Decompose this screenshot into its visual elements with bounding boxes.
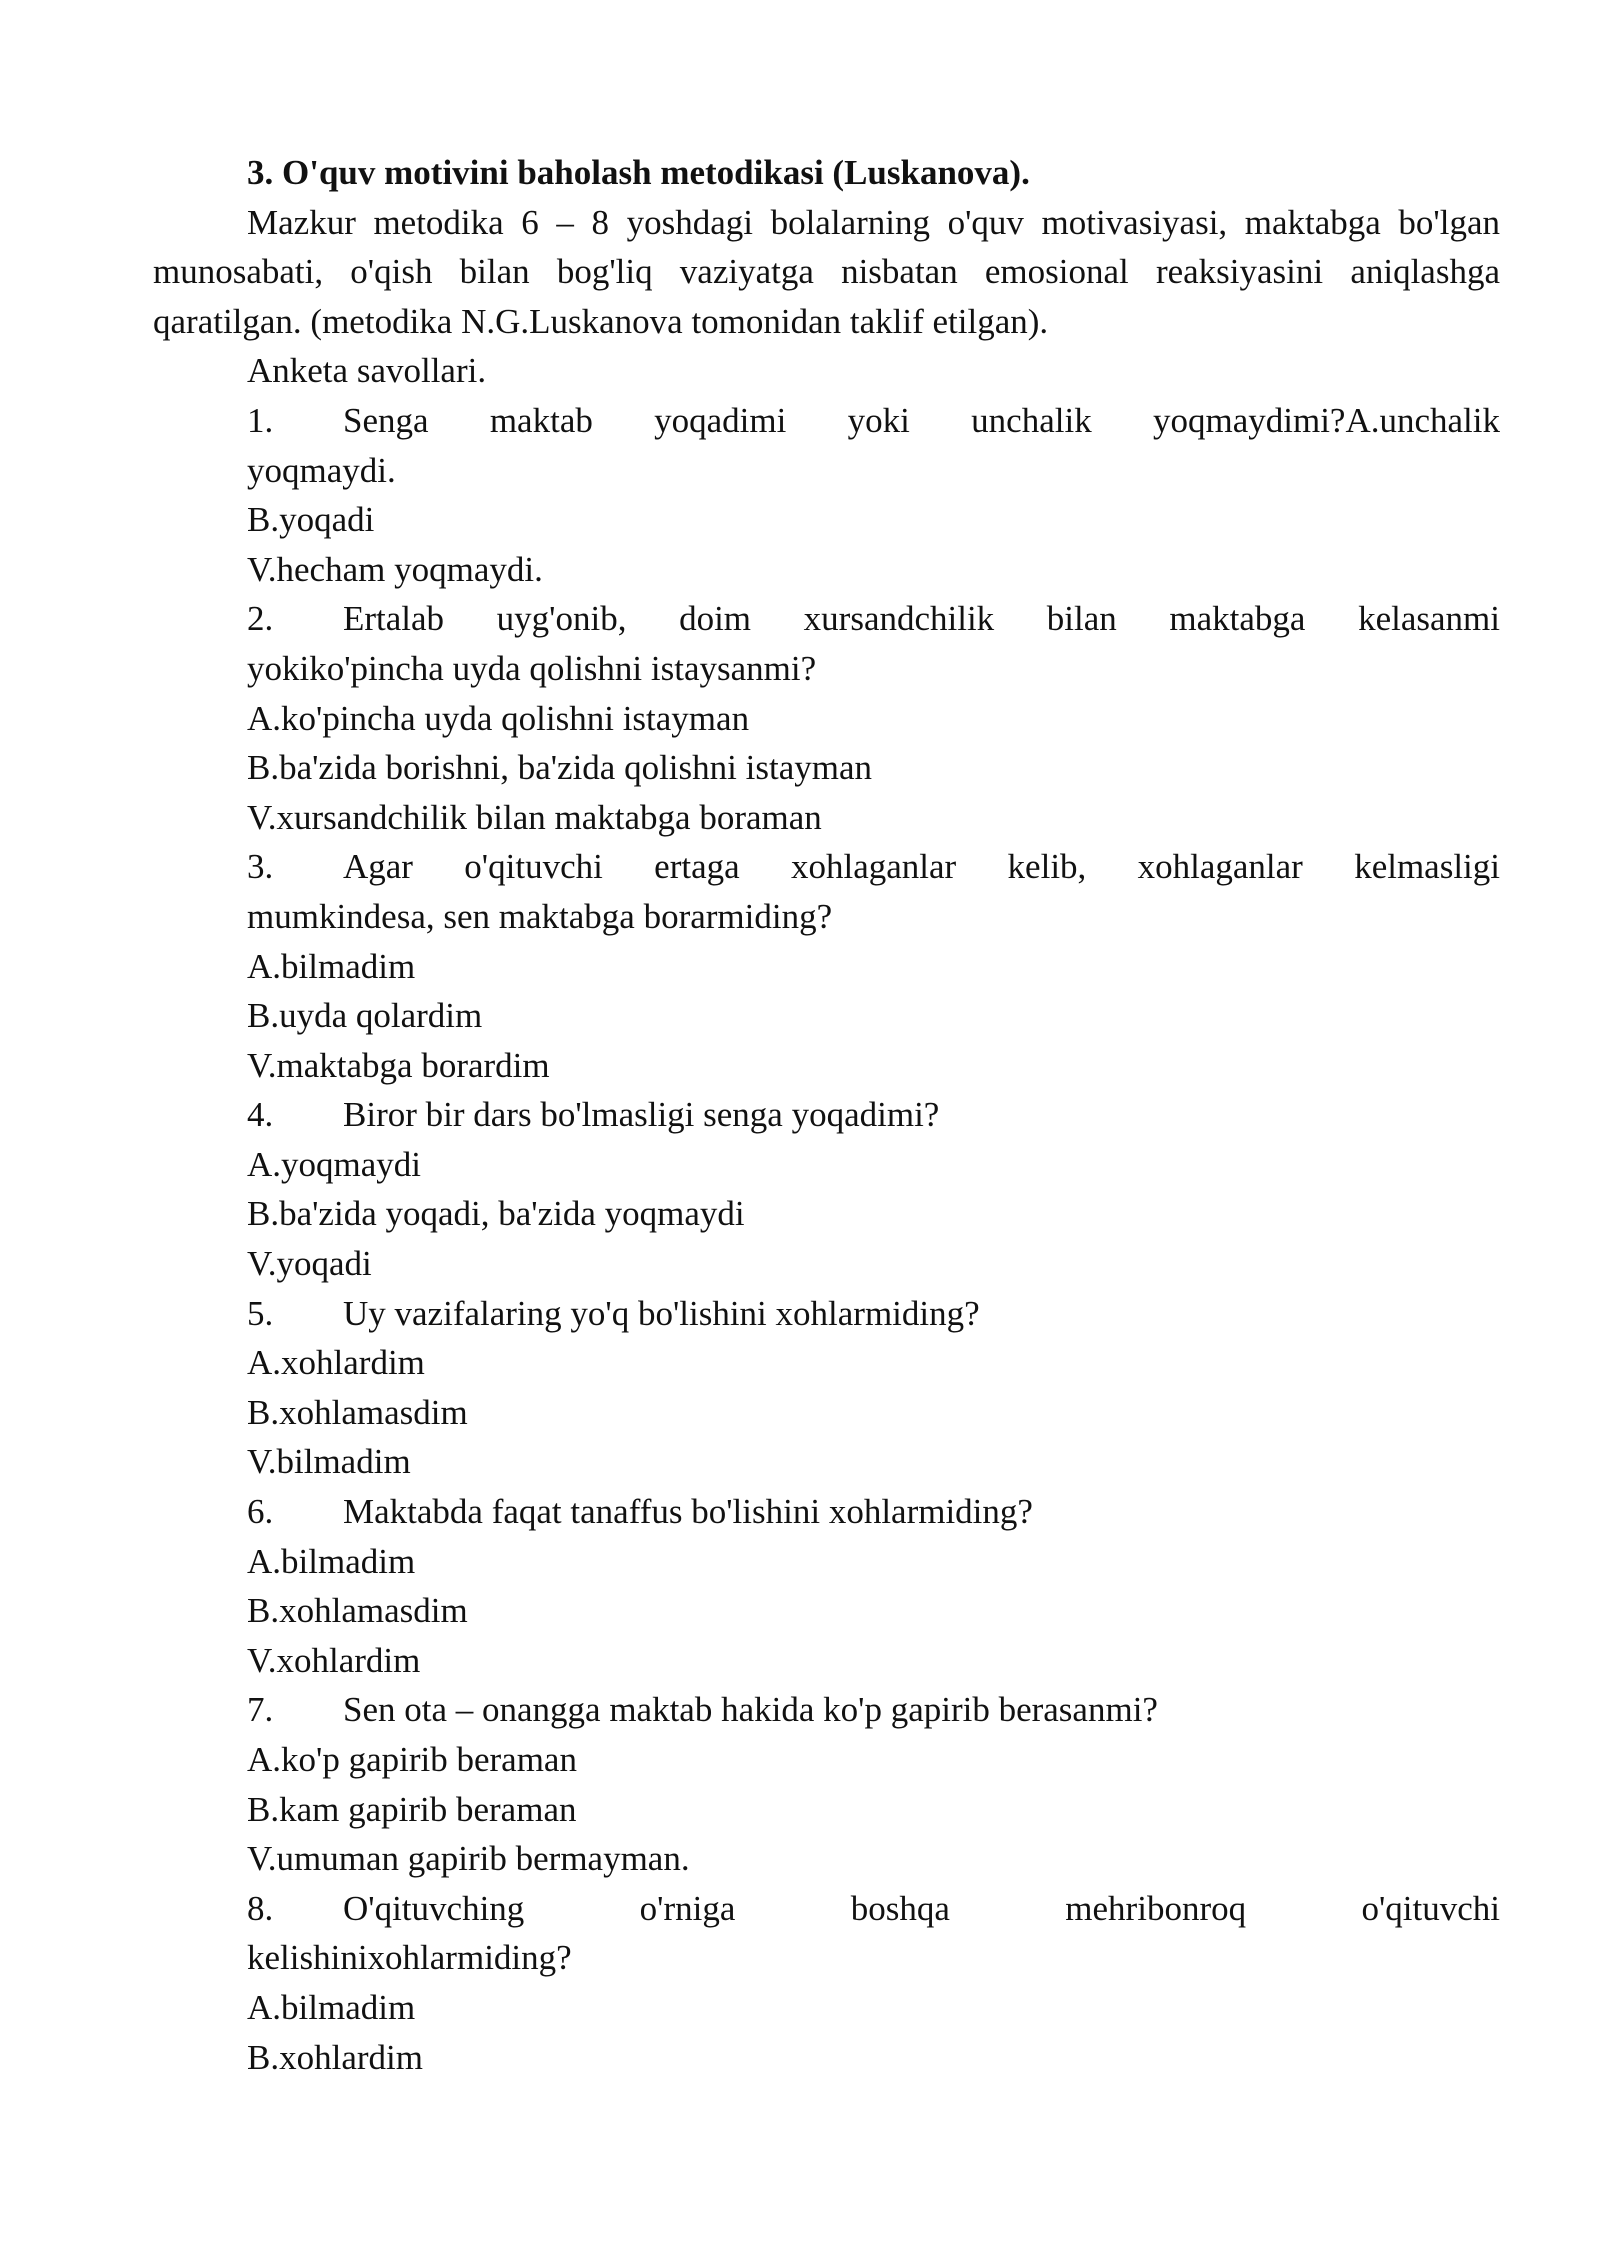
question-text: Agar o'qituvchi ertaga xohlaganlar kelib, xohlaganlar kelmasligi	[343, 847, 1500, 887]
answer-option: B.xohlamasdim	[247, 1591, 468, 1631]
question-number: 4.	[247, 1095, 274, 1135]
question-number: 7.	[247, 1690, 274, 1730]
question-first-line	[153, 1884, 1500, 1934]
answer-option: A.xohlardim	[247, 1343, 425, 1383]
question-item	[153, 842, 1500, 1090]
question-item	[153, 1685, 1500, 1883]
question-text: Biror bir dars bo'lmasligi senga yoqadimi?	[343, 1095, 940, 1135]
question-number: 3.	[247, 847, 274, 887]
question-text: O'qituvching o'rniga boshqa mehribonroq o'qituvchi	[343, 1888, 1500, 1928]
question-text-continued: kelishinixohlarmiding?	[247, 1938, 572, 1978]
question-text: Senga maktab yoqadimi yoki unchalik yoqmaydimi?A.unchalik	[343, 400, 1500, 440]
question-text-continued: yoqmaydi.	[247, 450, 396, 490]
question-text-continued: mumkindesa, sen maktabga borarmiding?	[247, 896, 833, 936]
question-first-line	[153, 1289, 1500, 1339]
question-number: 2.	[247, 599, 274, 639]
answer-option: V.bilmadim	[247, 1442, 411, 1482]
answer-option: B.yoqadi	[247, 500, 375, 540]
question-text: Ertalab uyg'onib, doim xursandchilik bilan maktabga kelasanmi	[343, 599, 1500, 639]
question-first-line	[153, 1685, 1500, 1735]
answer-option: A.ko'pincha uyda qolishni istayman	[247, 698, 750, 738]
answer-option: A.bilmadim	[247, 1541, 416, 1581]
answer-option: B.xohlamasdim	[247, 1392, 468, 1432]
question-text: Sen ota – onangga maktab hakida ko'p gapirib berasanmi?	[343, 1690, 1158, 1730]
answer-option: A.ko'p gapirib beraman	[247, 1740, 577, 1779]
question-number: 6.	[247, 1492, 274, 1532]
answer-option: B.ba'zida yoqadi, ba'zida yoqmaydi	[247, 1194, 745, 1234]
section-heading: 3. O'quv motivini baholash metodikasi (Luskanova).	[247, 153, 1030, 192]
question-item	[153, 594, 1500, 842]
question-item	[153, 1289, 1500, 1487]
answer-option: A.yoqmaydi	[247, 1144, 422, 1184]
answer-option: V.xursandchilik bilan maktabga boraman	[247, 797, 822, 837]
question-number: 8.	[247, 1888, 274, 1928]
question-item	[153, 1884, 1500, 2082]
question-text: Maktabda faqat tanaffus bo'lishini xohlarmiding?	[343, 1492, 1033, 1532]
answer-option: B.kam gapirib beraman	[247, 1789, 577, 1829]
question-first-line	[153, 594, 1500, 644]
answer-option: V.hecham yoqmaydi.	[247, 549, 543, 589]
intro-paragraph: Mazkur metodika 6 – 8 yoshdagi bolalarning o'quv motivasiyasi, maktabga bo'lgan munosabati, o'qish bilan bog'liq vaziyatga nisbatan emosional reaksiyasini aniqlashga qaratilgan. (metodika N.G.Luskanova tomonidan taklif etilgan).	[153, 202, 1500, 341]
document-body	[153, 148, 1500, 2082]
answer-option: V.maktabga borardim	[247, 1045, 550, 1085]
question-number: 5.	[247, 1293, 274, 1333]
question-first-line	[153, 842, 1500, 892]
answer-option: V.xohlardim	[247, 1640, 421, 1680]
question-first-line	[153, 396, 1500, 446]
question-text-continued: yokiko'pincha uyda qolishni istaysanmi?	[247, 648, 817, 688]
questionnaire-label: Anketa savollari.	[247, 351, 487, 391]
answer-option: A.bilmadim	[247, 946, 416, 986]
question-first-line	[153, 1090, 1500, 1140]
question-first-line	[153, 1487, 1500, 1537]
answer-option: A.bilmadim	[247, 1987, 416, 2027]
question-number: 1.	[247, 400, 274, 440]
question-item	[153, 396, 1500, 594]
answer-option: B.xohlardim	[247, 2037, 423, 2077]
answer-option: V.yoqadi	[247, 1244, 372, 1284]
question-text: Uy vazifalaring yo'q bo'lishini xohlarmiding?	[343, 1293, 980, 1333]
answer-option: V.umuman gapirib bermayman.	[247, 1839, 690, 1879]
question-list	[153, 396, 1500, 2082]
answer-option: B.uyda qolardim	[247, 996, 483, 1036]
answer-option: B.ba'zida borishni, ba'zida qolishni istayman	[247, 748, 872, 788]
question-item	[153, 1487, 1500, 1685]
question-item	[153, 1090, 1500, 1288]
